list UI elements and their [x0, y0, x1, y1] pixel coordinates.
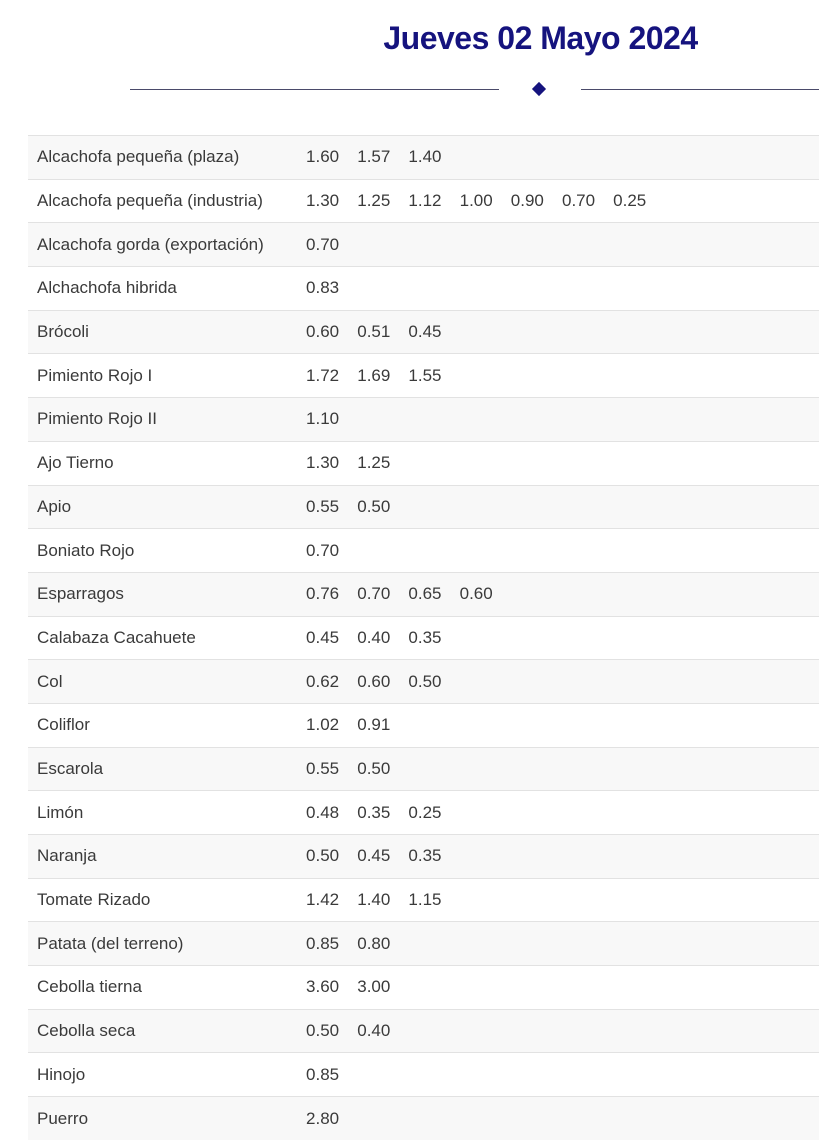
price-cell [604, 441, 655, 485]
price-cell [451, 1009, 502, 1053]
price-cell: 0.70 [348, 572, 399, 616]
row-filler [655, 1053, 819, 1097]
price-cell: 0.35 [399, 616, 450, 660]
row-filler [655, 267, 819, 311]
product-name: Calabaza Cacahuete [28, 616, 297, 660]
table-row [28, 267, 819, 311]
price-cell [604, 310, 655, 354]
price-cell: 1.69 [348, 354, 399, 398]
price-cell [604, 572, 655, 616]
price-cell [604, 878, 655, 922]
table-row [28, 791, 819, 835]
price-cell: 0.45 [297, 616, 348, 660]
row-filler [655, 966, 819, 1010]
row-filler [655, 529, 819, 573]
table-row [28, 529, 819, 573]
price-cell [451, 529, 502, 573]
price-cell [451, 660, 502, 704]
price-cell [502, 572, 553, 616]
price-cell [553, 791, 604, 835]
row-filler [655, 136, 819, 180]
price-cell [604, 354, 655, 398]
price-cell: 1.42 [297, 878, 348, 922]
product-name: Brócoli [28, 310, 297, 354]
price-cell [502, 1053, 553, 1097]
price-cell: 1.40 [399, 136, 450, 180]
price-cell [348, 267, 399, 311]
price-cell [553, 267, 604, 311]
price-cell: 0.70 [297, 529, 348, 573]
product-name: Pimiento Rojo I [28, 354, 297, 398]
price-cell: 0.91 [348, 703, 399, 747]
price-cell [604, 267, 655, 311]
price-cell [399, 485, 450, 529]
product-name: Tomate Rizado [28, 878, 297, 922]
price-cell: 0.25 [399, 791, 450, 835]
price-cell [553, 354, 604, 398]
price-cell [451, 1097, 502, 1140]
price-cell: 3.00 [348, 966, 399, 1010]
price-cell: 0.51 [348, 310, 399, 354]
table-row [28, 703, 819, 747]
price-cell [399, 267, 450, 311]
price-cell [604, 966, 655, 1010]
price-cell [348, 529, 399, 573]
price-cell [553, 966, 604, 1010]
price-cell: 0.85 [297, 1053, 348, 1097]
price-cell: 0.85 [297, 922, 348, 966]
row-filler [655, 835, 819, 879]
price-cell: 1.10 [297, 398, 348, 442]
price-cell: 1.30 [297, 441, 348, 485]
price-cell: 0.40 [348, 1009, 399, 1053]
page-header [0, 0, 819, 110]
row-filler [655, 878, 819, 922]
price-cell [553, 1097, 604, 1140]
price-cell [604, 136, 655, 180]
table-row [28, 310, 819, 354]
price-cell [451, 267, 502, 311]
table-row [28, 922, 819, 966]
price-cell [502, 1097, 553, 1140]
table-row [28, 136, 819, 180]
price-cell: 0.83 [297, 267, 348, 311]
row-filler [655, 660, 819, 704]
price-cell [451, 354, 502, 398]
table-row [28, 660, 819, 704]
price-cell: 0.70 [297, 223, 348, 267]
price-cell [553, 441, 604, 485]
price-cell: 0.55 [297, 747, 348, 791]
price-cell: 1.25 [348, 179, 399, 223]
price-cell [604, 660, 655, 704]
price-cell [604, 747, 655, 791]
price-cell [502, 485, 553, 529]
table-row [28, 878, 819, 922]
price-cell [502, 398, 553, 442]
table-row [28, 179, 819, 223]
price-cell [553, 1053, 604, 1097]
price-cell [553, 616, 604, 660]
price-table-body [28, 136, 819, 1140]
table-row [28, 398, 819, 442]
row-filler [655, 616, 819, 660]
price-cell: 0.40 [348, 616, 399, 660]
price-cell [553, 136, 604, 180]
price-cell: 0.76 [297, 572, 348, 616]
price-cell [553, 878, 604, 922]
price-cell: 0.45 [348, 835, 399, 879]
price-table [28, 135, 819, 1140]
divider-line-right [581, 89, 819, 90]
price-cell [451, 835, 502, 879]
price-cell: 0.35 [348, 791, 399, 835]
price-cell: 0.70 [553, 179, 604, 223]
product-name: Pimiento Rojo II [28, 398, 297, 442]
row-filler [655, 354, 819, 398]
product-name: Hinojo [28, 1053, 297, 1097]
price-cell [399, 1053, 450, 1097]
price-cell [502, 441, 553, 485]
table-row [28, 441, 819, 485]
table-row [28, 354, 819, 398]
price-cell [553, 747, 604, 791]
table-row [28, 616, 819, 660]
row-filler [655, 1097, 819, 1140]
row-filler [655, 223, 819, 267]
price-cell [502, 1009, 553, 1053]
price-cell: 0.50 [297, 835, 348, 879]
price-cell [451, 441, 502, 485]
table-row [28, 747, 819, 791]
price-cell [553, 398, 604, 442]
price-cell [399, 966, 450, 1010]
price-cell [553, 835, 604, 879]
price-cell [451, 136, 502, 180]
row-filler [655, 1009, 819, 1053]
price-cell [502, 878, 553, 922]
table-row [28, 1053, 819, 1097]
table-row [28, 485, 819, 529]
price-cell [348, 223, 399, 267]
price-cell [604, 485, 655, 529]
price-cell: 0.25 [604, 179, 655, 223]
table-row [28, 223, 819, 267]
price-cell [399, 747, 450, 791]
product-name: Apio [28, 485, 297, 529]
price-cell [502, 136, 553, 180]
price-cell [502, 354, 553, 398]
product-name: Limón [28, 791, 297, 835]
price-cell [502, 747, 553, 791]
price-cell: 1.72 [297, 354, 348, 398]
price-cell [502, 966, 553, 1010]
row-filler [655, 747, 819, 791]
price-cell: 0.65 [399, 572, 450, 616]
table-row [28, 966, 819, 1010]
row-filler [655, 441, 819, 485]
price-cell [553, 310, 604, 354]
price-cell [399, 223, 450, 267]
price-cell [399, 441, 450, 485]
product-name: Esparragos [28, 572, 297, 616]
table-row [28, 1097, 819, 1140]
price-cell [604, 1053, 655, 1097]
price-cell [451, 703, 502, 747]
price-cell [451, 922, 502, 966]
product-name: Alcachofa pequeña (industria) [28, 179, 297, 223]
price-cell [502, 529, 553, 573]
product-name: Col [28, 660, 297, 704]
page-title: Jueves 02 Mayo 2024 [268, 20, 813, 57]
product-name: Ajo Tierno [28, 441, 297, 485]
product-name: Puerro [28, 1097, 297, 1140]
product-name: Cebolla tierna [28, 966, 297, 1010]
price-cell [451, 966, 502, 1010]
price-cell: 0.90 [502, 179, 553, 223]
price-cell: 1.12 [399, 179, 450, 223]
price-cell [451, 223, 502, 267]
product-name: Patata (del terreno) [28, 922, 297, 966]
price-cell: 0.35 [399, 835, 450, 879]
price-cell: 1.02 [297, 703, 348, 747]
price-cell [348, 1053, 399, 1097]
price-cell: 0.60 [348, 660, 399, 704]
price-cell [399, 1009, 450, 1053]
price-cell: 3.60 [297, 966, 348, 1010]
product-name: Alcachofa pequeña (plaza) [28, 136, 297, 180]
price-cell [604, 398, 655, 442]
price-cell: 0.50 [297, 1009, 348, 1053]
price-cell [451, 485, 502, 529]
price-cell [451, 878, 502, 922]
price-cell [451, 791, 502, 835]
price-cell [502, 922, 553, 966]
price-cell [451, 310, 502, 354]
price-cell: 1.00 [451, 179, 502, 223]
price-cell: 0.50 [399, 660, 450, 704]
price-cell [348, 398, 399, 442]
price-cell [604, 223, 655, 267]
price-cell [502, 616, 553, 660]
price-cell [399, 922, 450, 966]
price-cell [553, 703, 604, 747]
price-cell [553, 572, 604, 616]
price-cell [451, 398, 502, 442]
product-name: Naranja [28, 835, 297, 879]
price-cell [604, 791, 655, 835]
product-name: Alchachofa hibrida [28, 267, 297, 311]
table-row [28, 572, 819, 616]
price-cell [348, 1097, 399, 1140]
price-cell [502, 660, 553, 704]
price-cell [399, 703, 450, 747]
price-cell [604, 922, 655, 966]
price-cell [604, 703, 655, 747]
price-cell [502, 791, 553, 835]
price-cell [451, 747, 502, 791]
price-cell [502, 835, 553, 879]
price-cell [502, 703, 553, 747]
price-cell [399, 1097, 450, 1140]
product-name: Alcachofa gorda (exportación) [28, 223, 297, 267]
price-cell [399, 398, 450, 442]
price-cell: 1.25 [348, 441, 399, 485]
row-filler [655, 791, 819, 835]
price-cell [399, 529, 450, 573]
table-row [28, 1009, 819, 1053]
price-cell [604, 529, 655, 573]
price-cell [451, 1053, 502, 1097]
row-filler [655, 572, 819, 616]
product-name: Boniato Rojo [28, 529, 297, 573]
price-cell: 1.40 [348, 878, 399, 922]
price-cell [502, 223, 553, 267]
price-cell [604, 616, 655, 660]
price-cell: 0.45 [399, 310, 450, 354]
price-cell: 1.57 [348, 136, 399, 180]
price-cell [553, 1009, 604, 1053]
price-cell [553, 660, 604, 704]
row-filler [655, 922, 819, 966]
price-cell: 2.80 [297, 1097, 348, 1140]
price-cell [502, 267, 553, 311]
price-cell: 1.15 [399, 878, 450, 922]
row-filler [655, 310, 819, 354]
product-name: Cebolla seca [28, 1009, 297, 1053]
price-cell: 0.55 [297, 485, 348, 529]
table-row [28, 835, 819, 879]
price-cell: 1.55 [399, 354, 450, 398]
price-cell: 0.60 [451, 572, 502, 616]
price-cell: 0.50 [348, 747, 399, 791]
row-filler [655, 398, 819, 442]
product-name: Escarola [28, 747, 297, 791]
price-cell: 1.60 [297, 136, 348, 180]
price-cell [604, 1097, 655, 1140]
diamond-icon [532, 82, 546, 96]
price-cell [553, 485, 604, 529]
price-cell [553, 529, 604, 573]
price-cell: 0.50 [348, 485, 399, 529]
price-cell [604, 835, 655, 879]
price-cell [553, 223, 604, 267]
price-cell [451, 616, 502, 660]
price-cell [502, 310, 553, 354]
price-cell: 0.60 [297, 310, 348, 354]
price-cell: 0.80 [348, 922, 399, 966]
price-cell [553, 922, 604, 966]
row-filler [655, 179, 819, 223]
row-filler [655, 485, 819, 529]
price-cell [604, 1009, 655, 1053]
row-filler [655, 703, 819, 747]
divider-line-left [130, 89, 499, 90]
product-name: Coliflor [28, 703, 297, 747]
price-cell: 0.62 [297, 660, 348, 704]
price-cell: 1.30 [297, 179, 348, 223]
price-cell: 0.48 [297, 791, 348, 835]
